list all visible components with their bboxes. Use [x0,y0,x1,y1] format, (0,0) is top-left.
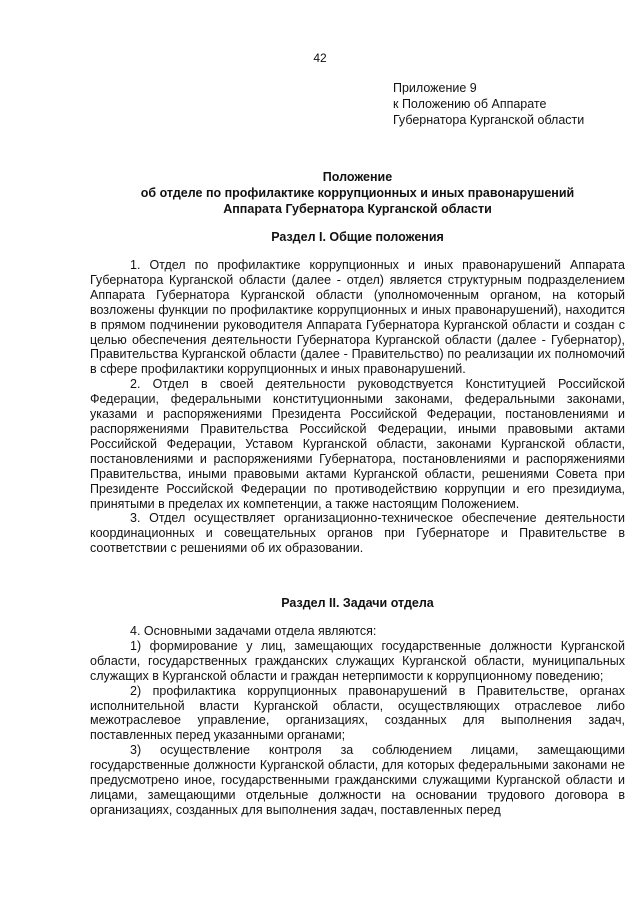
appendix-line-2: к Положению об Аппарате [393,97,547,111]
appendix-line-1: Приложение 9 [393,81,477,95]
title-line-2: об отделе по профилактике коррупционных и иных правонарушений [140,186,575,200]
list-item-3: 3) осуществление контроля за соблюдением лицами, замещающими государственные должности Курганской области, для которых федеральными законами не предусмотрено иное, государственными гражданскими служащими Курганской области и лицами, замещающими отдельные должности на основании трудового договора в организациях, созданных для выполнения задач, поставленных перед [90,743,625,817]
paragraph-1: 1. Отдел по профилактике коррупционных и иных правонарушений Аппарата Губернатора Курганской области (далее - отдел) является структурным подразделением Аппарата Губернатора Курганской области (уполномоченным органом, на который возложены функции по профилактике коррупционных и иных правонарушений), находится в прямом подчинении руководителя Аппарата Губернатора Курганской области и создан с целью обеспечения деятельности Губернатора Курганской области (далее - Губернатор), Правительства Курганской области (далее - Правительство) по реализации их полномочий в сфере профилактики коррупционных и иных правонарушений. [90,258,625,377]
title-line-3: Аппарата Губернатора Курганской области [223,202,492,216]
paragraph-2: 2. Отдел в своей деятельности руководствуется Конституцией Российской Федерации, федеральными конституционными законами, федеральными законами, указами и распоряжениями Президента Российской Федерации, постановлениями и распоряжениями Правительства Российской Федерации, иными правовыми актами Российской Федерации, Уставом Курганской области, законами Курганской области, постановлениями и распоряжениями Губернатора, постановлениями и распоряжениями Правительства, иными правовыми актами Курганской области, решениями Совета при Президенте Российской Федерации по противодействию коррупции и его президиума, принятыми в пределах их компетенции, а также настоящим Положением. [90,377,625,511]
appendix-line-3: Губернатора Курганской области [393,113,585,127]
section-2-heading: Раздел II. Задачи отдела [281,596,434,610]
paragraph-4: 4. Основными задачами отдела являются: [130,624,377,638]
document-title [90,169,625,217]
section-1 [90,229,625,556]
page-number: 42 [313,51,327,65]
section-1-heading: Раздел I. Общие положения [271,230,444,244]
title-line-1: Положение [322,170,393,184]
paragraph-3: 3. Отдел осуществляет организационно-техническое обеспечение деятельности координационных и совещательных органов при Губернаторе и Правительстве в соответствии с решениями об их образовании. [90,511,625,556]
list-item-2: 2) профилактика коррупционных правонарушений в Правительстве, органах исполнительной власти Курганской области, осуществляющих отраслевое либо межотраслевое управление, организациях, созданных для выполнения задач, поставленных перед указанными органами; [90,683,625,743]
section-2 [90,595,625,818]
appendix-reference [393,80,584,128]
list-item-1: 1) формирование у лиц, замещающих государственные должности Курганской области, государственных гражданских служащих Курганской области, муниципальных служащих в Курганской области и граждан нетерпимости к коррупционному поведению; [90,638,625,683]
